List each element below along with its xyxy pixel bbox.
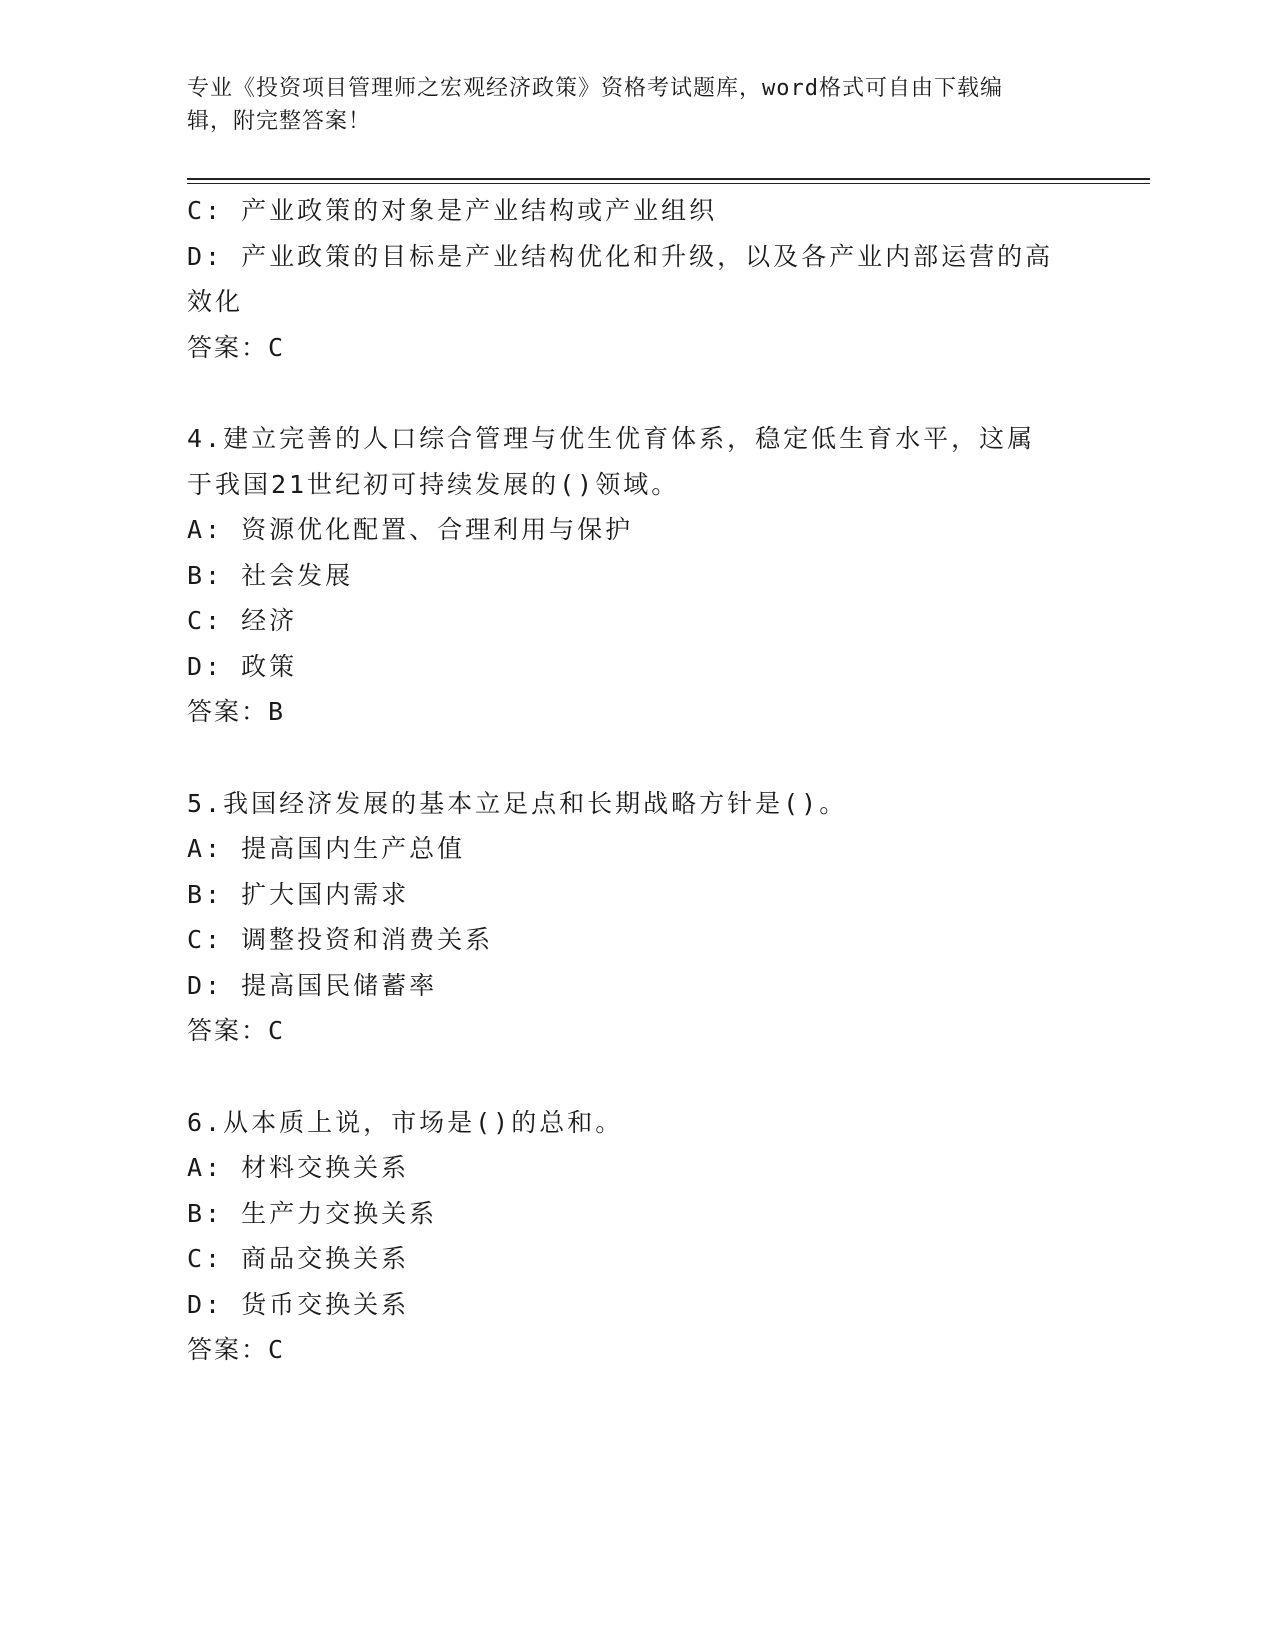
question-stem: 5.我国经济发展的基本立足点和长期战略方针是()。 (187, 788, 848, 818)
option-d-line-1: D: 产业政策的目标是产业结构优化和升级，以及各产业内部运营的高 (187, 241, 1054, 271)
header-rule-thick (187, 178, 1150, 180)
spacer (187, 1054, 1087, 1100)
option-c: C: 商品交换关系 (187, 1244, 410, 1273)
answer: 答案：C (187, 1016, 286, 1045)
spacer (187, 370, 1087, 416)
question-stem-line-1: 4.建立完善的人口综合管理与优生优育体系，稳定低生育水平，这属 (187, 424, 1036, 453)
option-c: C: 调整投资和消费关系 (187, 925, 494, 954)
option-a: A: 提高国内生产总值 (187, 834, 466, 863)
answer: 答案：B (187, 697, 286, 726)
question-6 (187, 1100, 1087, 1373)
question-stem: 6.从本质上说，市场是()的总和。 (187, 1107, 624, 1137)
question-3-tail (187, 188, 1087, 370)
option-c: C: 产业政策的对象是产业结构或产业组织 (187, 196, 718, 225)
question-5 (187, 781, 1087, 1054)
document-header (187, 72, 1067, 138)
option-d-line-2: 效化 (187, 287, 244, 316)
question-list (187, 188, 1087, 1373)
header-line-1: 专业《投资项目管理师之宏观经济政策》资格考试题库，word格式可自由下载编 (187, 76, 1003, 101)
option-a: A: 资源优化配置、合理利用与保护 (187, 515, 634, 544)
option-c: C: 经济 (187, 606, 298, 635)
option-a: A: 材料交换关系 (187, 1153, 410, 1182)
option-b: B: 社会发展 (187, 560, 354, 590)
option-b: B: 扩大国内需求 (187, 879, 410, 909)
answer: 答案：C (187, 1335, 286, 1364)
option-d: D: 提高国民储蓄率 (187, 970, 438, 1000)
answer: 答案：C (187, 332, 286, 362)
header-line-2: 辑，附完整答案！ (187, 109, 372, 134)
option-d: D: 货币交换关系 (187, 1289, 410, 1319)
option-b: B: 生产力交换关系 (187, 1198, 438, 1228)
spacer (187, 735, 1087, 781)
question-4 (187, 416, 1087, 735)
question-stem-line-2: 于我国21世纪初可持续发展的()领域。 (187, 469, 680, 499)
option-d: D: 政策 (187, 651, 298, 681)
header-rule-thin (187, 183, 1150, 184)
